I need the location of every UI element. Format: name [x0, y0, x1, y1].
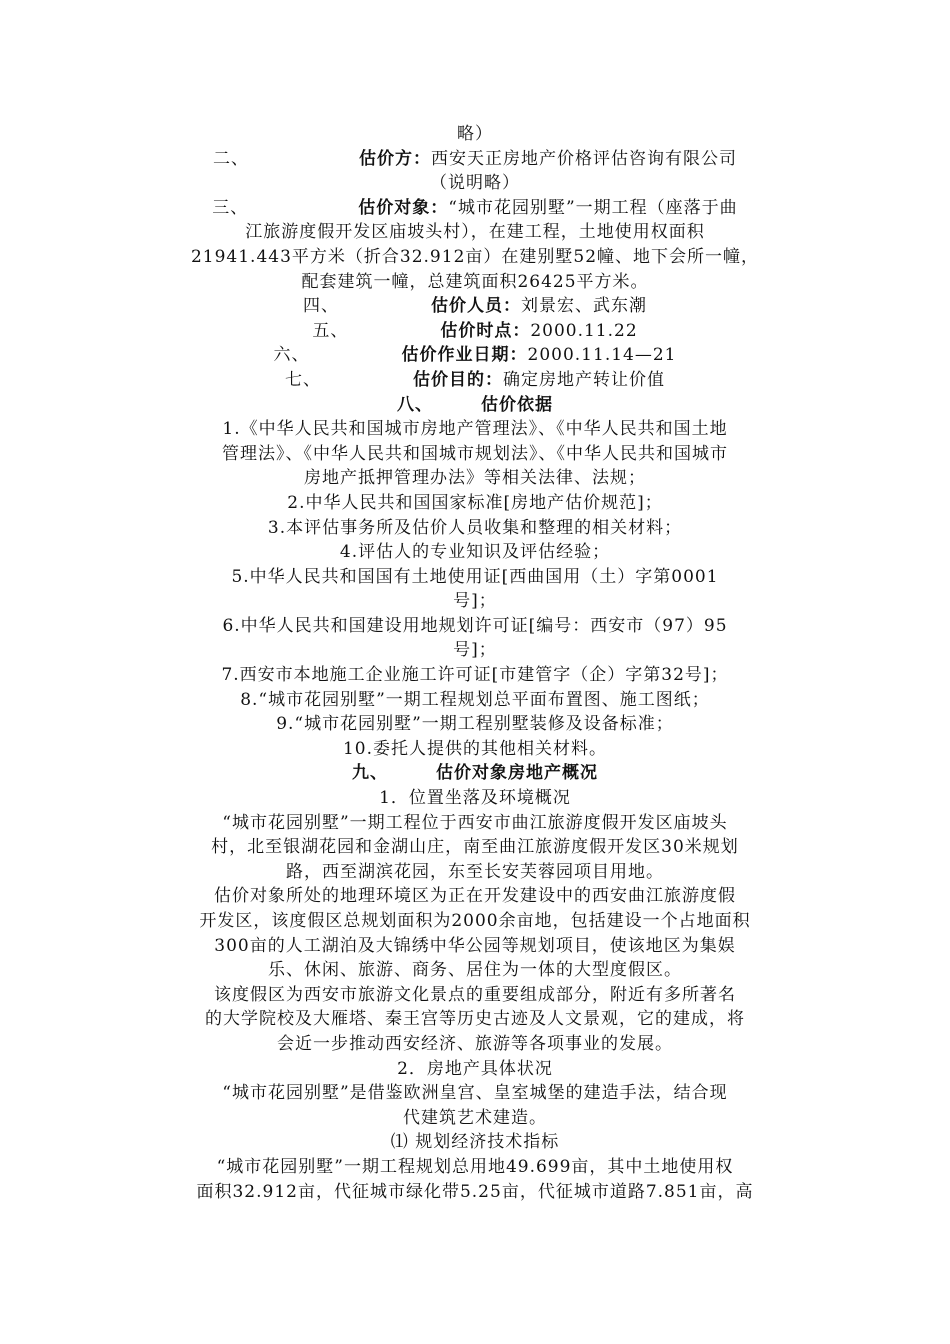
text-line: 6.中华人民共和国建设用地规划许可证[编号：西安市（97）95 — [222, 615, 728, 636]
text-line: 该度假区为西安市旅游文化景点的重要组成部分，附近有多所著名 — [214, 984, 736, 1005]
subsection-title: 1．位置坐落及环境概况 — [379, 788, 571, 809]
section-label: 估价对象房地产概况 — [436, 763, 598, 784]
text-line: “城市花园别墅”一期工程位于西安市曲江旅游度假开发区庙坡头 — [222, 812, 728, 833]
section-number: 七、 — [285, 369, 321, 390]
section-value: 2000.11.14—21 — [527, 345, 677, 366]
section-label: 估价目的： — [413, 369, 503, 390]
section-number: 八、 — [397, 394, 433, 415]
text-line: 21941.443平方米（折合32.912亩）在建别墅52幢、地下会所一幢， — [190, 246, 760, 267]
text-line: 8.“城市花园别墅”一期工程规划总平面布置图、施工图纸； — [240, 689, 710, 710]
section-number: 三、 — [212, 197, 249, 218]
text-line: 的大学院校及大雁塔、秦王宫等历史古迹及人文景观，它的建成，将 — [205, 1009, 745, 1030]
text-line: 村，北至银湖花园和金湖山庄，南至曲江旅游度假开发区30米规划 — [211, 837, 739, 858]
text-line: “城市花园别墅”一期工程规划总用地49.699亩，其中土地使用权 — [216, 1156, 734, 1177]
text-line: 2.中华人民共和国国家标准[房地产估价规范]； — [287, 492, 663, 513]
document-body — [148, 122, 802, 1204]
section-number: 九、 — [352, 763, 388, 784]
text-line: 面积32.912亩，代征城市绿化带5.25亩，代征城市道路7.851亩，高 — [196, 1181, 754, 1202]
text-line: 10.委托人提供的其他相关材料。 — [342, 738, 608, 759]
text-line: 号]； — [453, 640, 497, 661]
text-line: 4.评估人的专业知识及评估经验； — [339, 542, 611, 563]
text-line: 管理法》、《中华人民共和国城市规划法》、《中华人民共和国城市 — [222, 443, 728, 464]
text-line: 估价对象所处的地理环境区为正在开发建设中的西安曲江旅游度假 — [214, 886, 736, 907]
text-line: 代建筑艺术建造。 — [403, 1107, 547, 1128]
section-number: 四、 — [303, 296, 339, 317]
text-line: 号]； — [453, 591, 497, 612]
text-line: （说明略） — [430, 173, 520, 194]
text-line: 略） — [457, 124, 493, 144]
section-label: 估价方： — [359, 148, 431, 169]
section-value: 确定房地产转让价值 — [503, 369, 665, 390]
section-object — [148, 196, 802, 221]
text-line: 3.本评估事务所及估价人员收集和整理的相关材料； — [267, 517, 683, 538]
section-work-date — [148, 343, 802, 368]
text-line: 路，西至湖滨花园，东至长安芙蓉园项目用地。 — [286, 861, 664, 882]
text-line: 配套建筑一幢，总建筑面积26425平方米。 — [301, 271, 649, 292]
section-number: 六、 — [273, 345, 310, 366]
text-line: “城市花园别墅”是借鉴欧洲皇宫、皇室城堡的建造手法，结合现 — [222, 1083, 728, 1104]
section-value: “城市花园别墅”一期工程（座落于曲 — [448, 197, 738, 218]
text-line: 5.中华人民共和国国有土地使用证[西曲国用（土）字第0001 — [231, 566, 719, 587]
section-overview-heading — [148, 761, 802, 786]
text-line: 9.“城市花园别墅”一期工程别墅装修及设备标准； — [276, 714, 674, 735]
subsection-title: 2．房地产具体状况 — [397, 1058, 553, 1079]
text-line: 房地产抵押管理办法》等相关法律、法规； — [304, 468, 646, 489]
text-line: 乐、休闲、旅游、商务、居住为一体的大型度假区。 — [268, 960, 682, 981]
section-label: 估价时点： — [440, 320, 531, 341]
section-value: 西安天正房地产价格评估咨询有限公司 — [431, 148, 737, 169]
section-label: 估价人员： — [431, 296, 521, 317]
section-label: 估价依据 — [481, 394, 553, 415]
section-label: 估价对象： — [358, 197, 449, 218]
section-date — [148, 319, 802, 344]
section-label: 估价作业日期： — [401, 345, 528, 366]
text-line: 7.西安市本地施工企业施工许可证[市建管字（企）字第32号]； — [221, 665, 729, 686]
text-line: 300亩的人工湖泊及大锦绣中华公园等规划项目，使该地区为集娱 — [214, 935, 736, 956]
section-number: 二、 — [213, 148, 249, 169]
section-value: 2000.11.22 — [530, 320, 638, 341]
section-number: 五、 — [312, 320, 349, 341]
section-purpose — [148, 368, 802, 393]
section-staff — [148, 294, 802, 319]
text-line: 开发区，该度假区总规划面积为2000余亩地，包括建设一个占地面积 — [199, 911, 751, 931]
text-line: 1.《中华人民共和国城市房地产管理法》、《中华人民共和国土地 — [222, 419, 728, 440]
text-line: 会近一步推动西安经济、旅游等各项事业的发展。 — [277, 1033, 673, 1054]
section-appraiser — [148, 147, 802, 172]
section-value: 刘景宏、武东潮 — [521, 296, 647, 317]
section-basis-heading — [148, 393, 802, 418]
subsection-subtitle: ⑴ 规划经济技术指标 — [390, 1132, 560, 1153]
text-line: 江旅游度假开发区庙坡头村），在建工程，土地使用权面积 — [245, 222, 705, 243]
